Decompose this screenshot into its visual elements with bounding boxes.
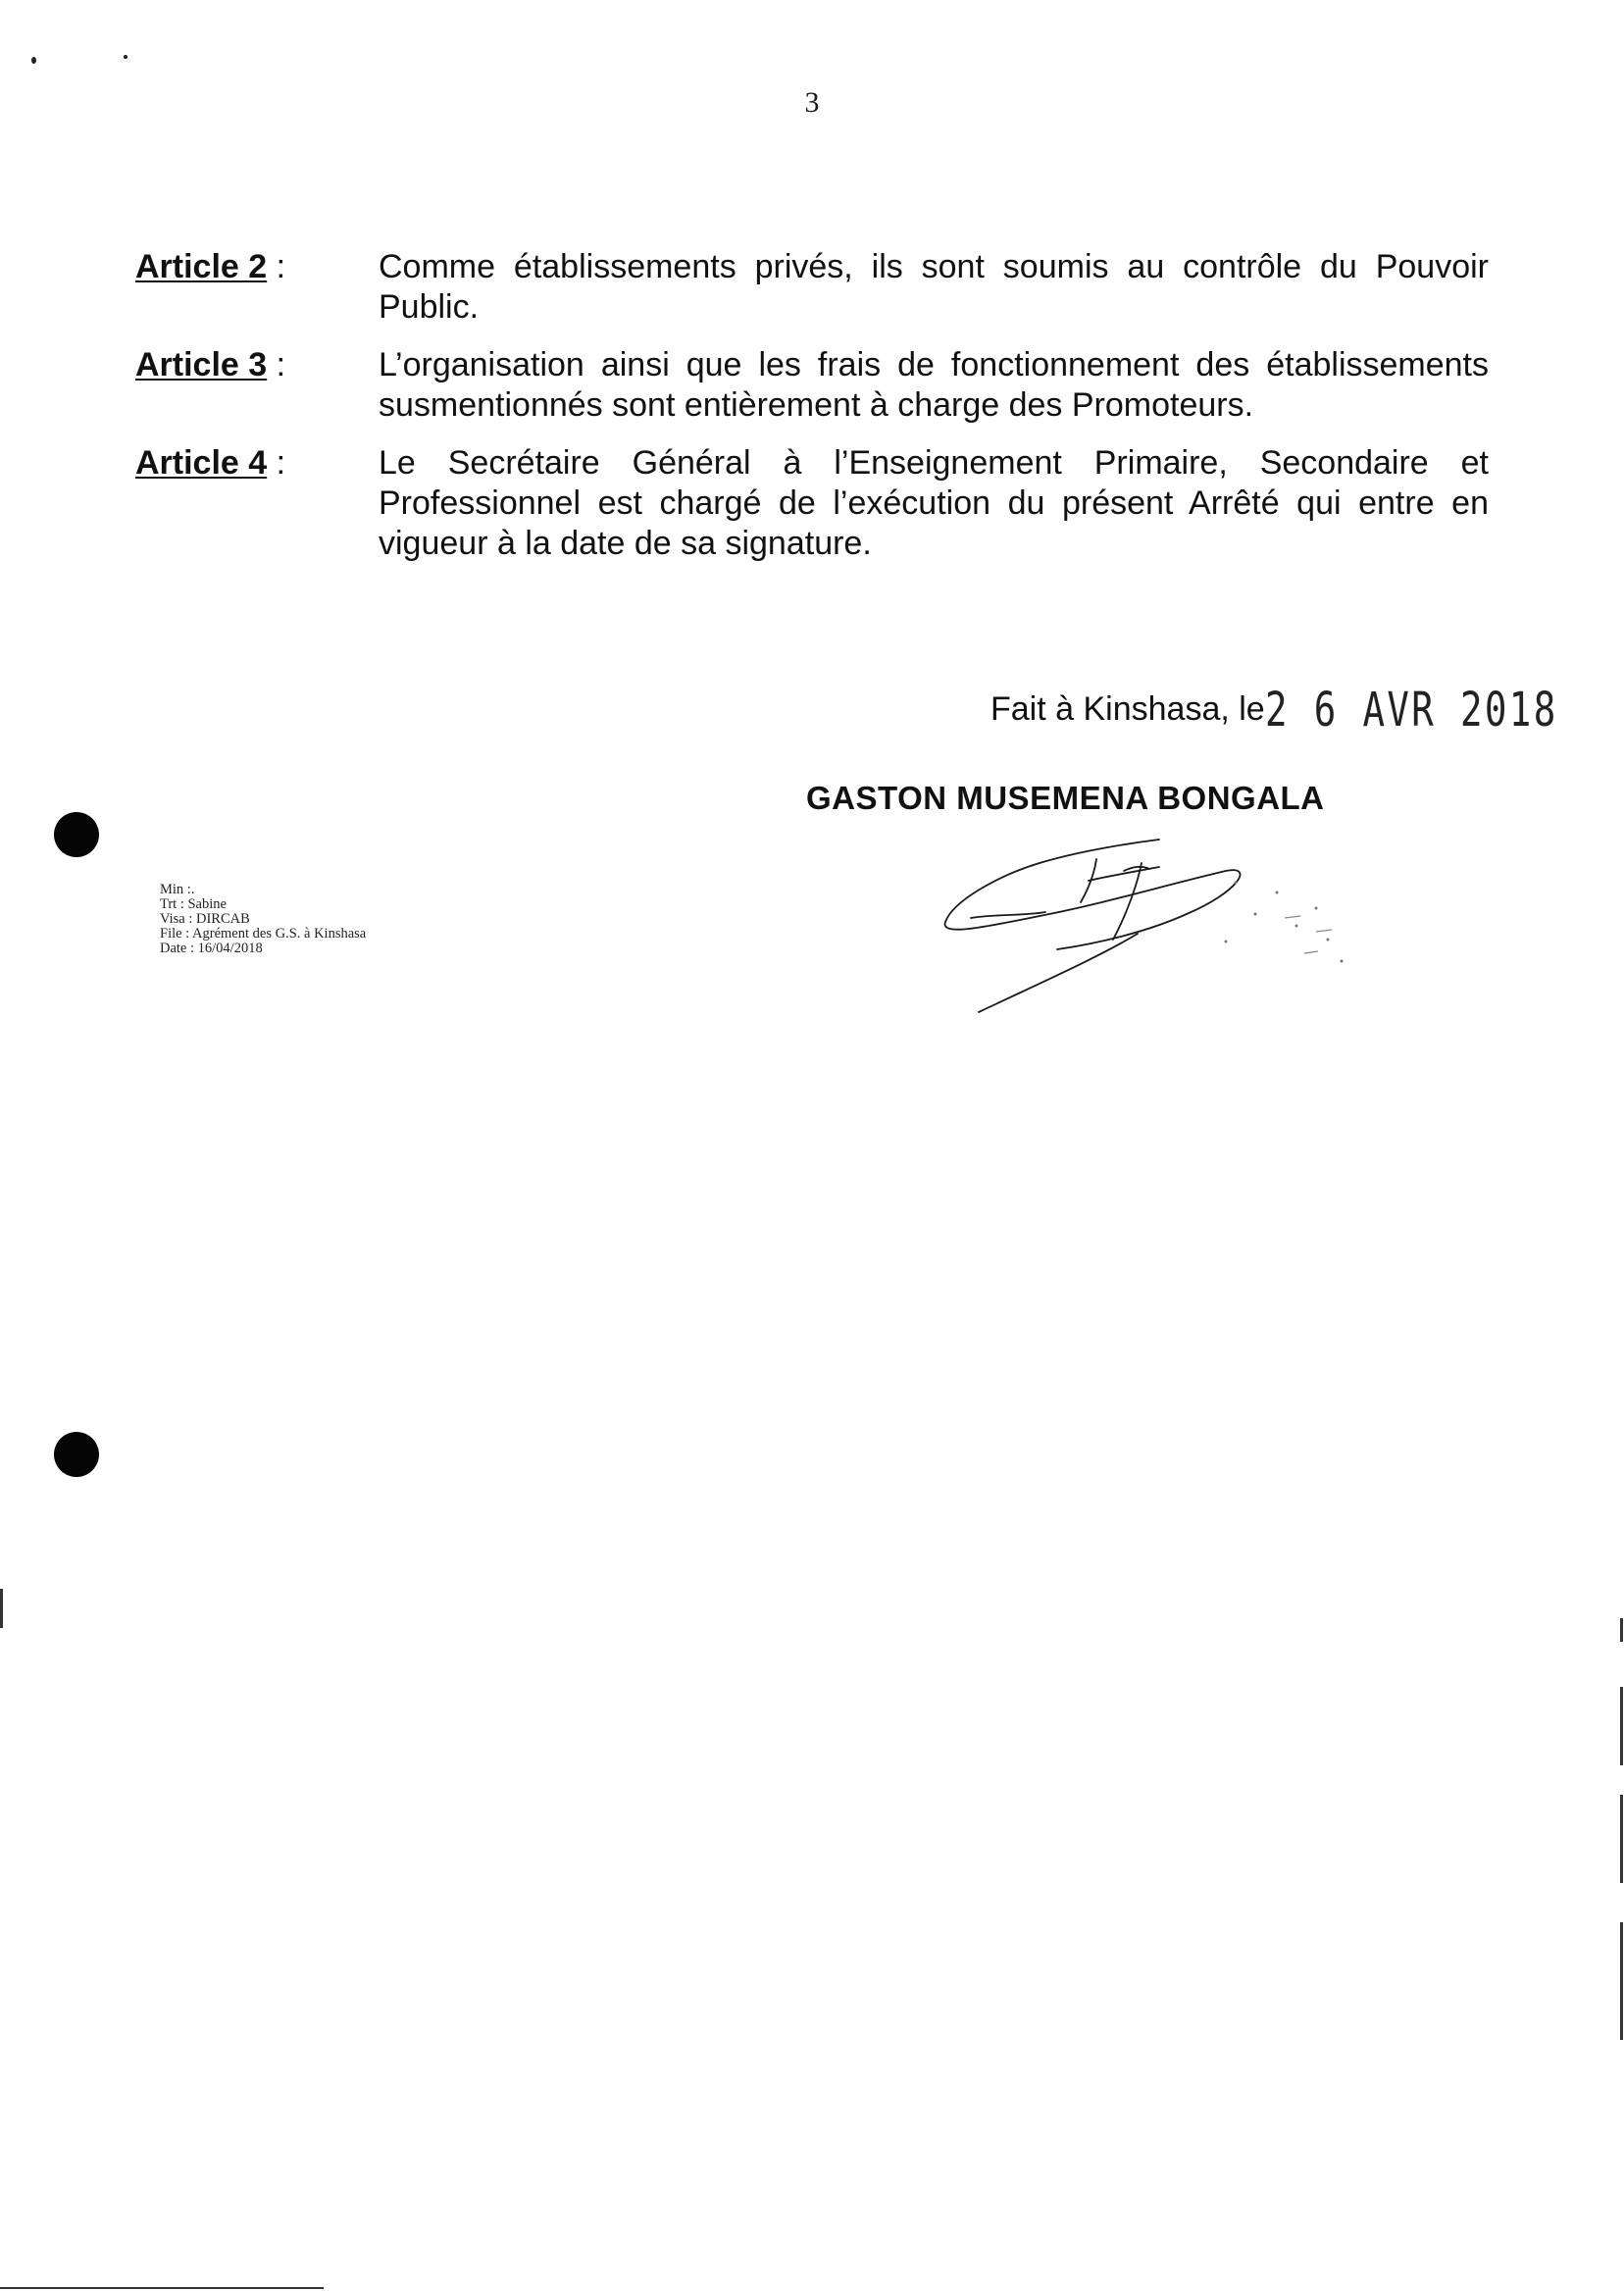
scan-edge-mark bbox=[1620, 1795, 1623, 1883]
routing-visa: Visa : DIRCAB bbox=[160, 911, 250, 927]
scan-edge-mark bbox=[0, 1589, 3, 1628]
place-and-date bbox=[990, 683, 1624, 738]
scan-edge-mark bbox=[1620, 1687, 1623, 1765]
routing-file: File : Agrément des G.S. à Kinshasa bbox=[160, 926, 367, 942]
article-label bbox=[135, 247, 379, 328]
punch-hole bbox=[54, 812, 99, 857]
scan-edge-mark bbox=[1620, 1922, 1623, 2040]
date-stamp: 2 6 AVR 2018 bbox=[1264, 683, 1558, 738]
scan-edge-mark bbox=[0, 2287, 324, 2289]
article-label bbox=[135, 443, 379, 564]
article-label-separator: : bbox=[267, 346, 286, 383]
page-number: 3 bbox=[804, 86, 820, 119]
scan-edge-mark bbox=[1620, 1618, 1623, 1642]
article-label-separator: : bbox=[267, 248, 286, 285]
routing-slip bbox=[160, 883, 366, 956]
article-3 bbox=[135, 345, 1489, 426]
scan-speck bbox=[124, 55, 127, 59]
article-4 bbox=[135, 443, 1489, 564]
article-text: L’organisation ainsi que les frais de fonctionnement des établissements susmentionnés sont entièrement à charge des Promoteurs. bbox=[379, 346, 1489, 424]
article-text: Le Secrétaire Général à l’Enseignement Primaire, Secondaire et Professionnel est chargé de l’exécution du présent Arrêté qui entre en vigueur à la date de sa signature. bbox=[379, 444, 1489, 562]
punch-hole bbox=[54, 1432, 99, 1477]
routing-trt: Trt : Sabine bbox=[160, 896, 227, 912]
article-label-text: Article 3 bbox=[135, 346, 268, 383]
handwritten-signature bbox=[932, 824, 1422, 1020]
routing-date: Date : 16/04/2018 bbox=[160, 941, 263, 956]
article-label bbox=[135, 345, 379, 426]
routing-min: Min :. bbox=[160, 882, 195, 897]
article-text: Comme établissements privés, ils sont soumis au contrôle du Pouvoir Public. bbox=[379, 248, 1489, 326]
signatory-name: GASTON MUSEMENA BONGALA bbox=[806, 780, 1325, 816]
scan-speck bbox=[31, 57, 36, 64]
article-label-separator: : bbox=[267, 444, 286, 482]
article-label-text: Article 2 bbox=[135, 248, 268, 285]
place-prefix: Fait à Kinshasa, le bbox=[990, 690, 1265, 728]
article-2 bbox=[135, 247, 1489, 328]
article-label-text: Article 4 bbox=[135, 444, 268, 482]
